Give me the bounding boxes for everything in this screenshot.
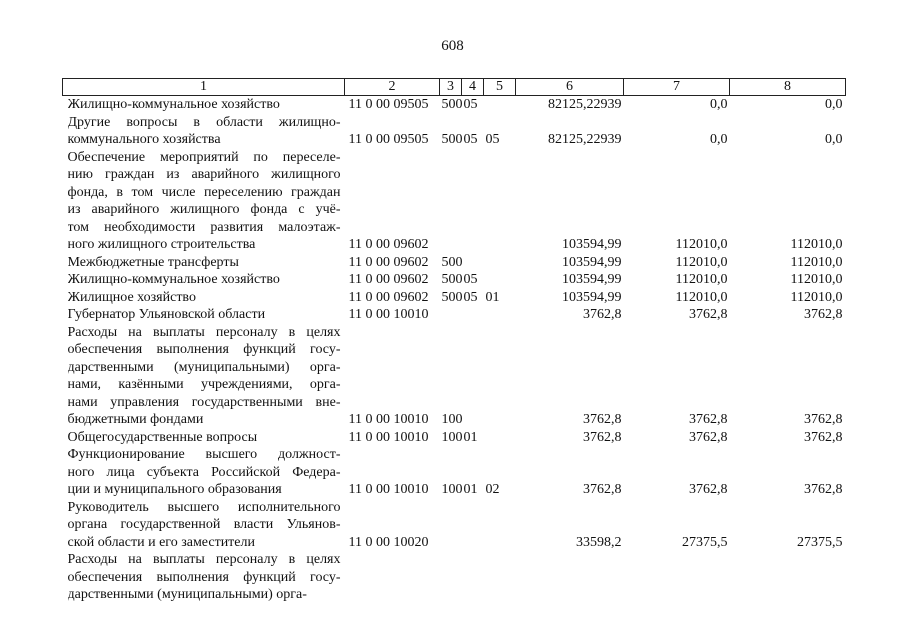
row-section xyxy=(462,499,484,552)
row-name xyxy=(63,324,345,429)
row-value-col7: 112010,0 xyxy=(675,272,728,287)
row-target-code: 11 0 00 10010 xyxy=(348,482,429,497)
row-target-code: 11 0 00 09505 xyxy=(348,97,429,112)
row-value-col7 xyxy=(624,551,730,604)
row-expense-type: 100 xyxy=(441,429,463,445)
row-name-line: Общегосударственные вопросы xyxy=(67,429,258,445)
row-name-line: нами управления государственными вне- xyxy=(67,394,341,410)
row-name-line: органа государственной власти Ульянов- xyxy=(67,517,341,532)
row-name xyxy=(63,289,345,307)
row-value-col8: 3762,8 xyxy=(804,429,843,445)
row-name xyxy=(63,96,345,114)
row-value-col8: 0,0 xyxy=(825,132,843,147)
row-value-col6: 103594,99 xyxy=(562,254,622,270)
row-subsection xyxy=(484,306,516,324)
header-col-3: 3 xyxy=(440,79,462,96)
header-col-8: 8 xyxy=(730,79,846,96)
row-name-line: дарственными (муниципальными) орга- xyxy=(67,587,307,602)
row-section xyxy=(462,306,484,324)
header-col-7: 7 xyxy=(624,79,730,96)
row-value-col7: 112010,0 xyxy=(675,237,728,252)
row-name xyxy=(63,446,345,499)
table-row xyxy=(63,114,846,149)
row-section: 01 xyxy=(463,482,478,497)
header-col-1: 1 xyxy=(63,79,345,96)
row-value-col8: 0,0 xyxy=(825,97,843,112)
table-row xyxy=(63,306,846,324)
row-section xyxy=(462,551,484,604)
table-row xyxy=(63,271,846,289)
table-row xyxy=(63,499,846,552)
row-value-col6 xyxy=(516,551,624,604)
budget-table xyxy=(62,78,846,604)
row-subsection: 02 xyxy=(485,482,500,497)
row-name-line: ской области и его заместители xyxy=(67,534,255,550)
row-value-col8: 3762,8 xyxy=(804,307,843,322)
row-name-line: Руководитель высшего исполнительного xyxy=(67,499,341,515)
row-value-col6: 103594,99 xyxy=(562,289,622,305)
row-target-code: 11 0 00 09602 xyxy=(348,254,429,270)
row-subsection xyxy=(484,254,516,272)
table-body xyxy=(63,96,846,604)
table-row xyxy=(63,324,846,429)
row-value-col7: 112010,0 xyxy=(675,289,728,305)
row-name xyxy=(63,429,345,447)
row-expense-type: 500 xyxy=(441,289,463,305)
table-row xyxy=(63,96,846,114)
row-expense-type: 100 xyxy=(441,482,463,497)
row-expense-type: 500 xyxy=(441,97,463,112)
row-subsection xyxy=(484,429,516,447)
row-value-col6: 82125,22939 xyxy=(548,97,622,112)
row-target-code: 11 0 00 09602 xyxy=(348,237,429,252)
row-subsection: 05 xyxy=(485,132,500,147)
row-name-line: обеспечения выполнения функций госу- xyxy=(67,342,341,357)
table-row xyxy=(63,149,846,254)
row-name-line: Жилищно-коммунальное хозяйство xyxy=(67,272,280,287)
row-name xyxy=(63,114,345,149)
row-name-line: ного лица субъекта Российской Федера- xyxy=(67,464,341,480)
table-row xyxy=(63,289,846,307)
table-row xyxy=(63,254,846,272)
row-name-line: ции и муниципального образования xyxy=(67,482,282,497)
row-name xyxy=(63,149,345,254)
row-name xyxy=(63,271,345,289)
table-row xyxy=(63,551,846,604)
row-value-col8 xyxy=(730,551,846,604)
row-name-line: Губернатор Ульяновской области xyxy=(67,307,266,322)
row-name-line: Межбюджетные трансферты xyxy=(67,254,239,270)
row-expense-type: 500 xyxy=(441,132,463,147)
row-value-col6: 33598,2 xyxy=(576,534,622,550)
row-section: 05 xyxy=(463,132,478,147)
row-expense-type xyxy=(440,306,462,324)
row-name-line: Жилищно-коммунальное хозяйство xyxy=(67,97,280,112)
row-subsection xyxy=(484,271,516,289)
row-target-code: 11 0 00 09602 xyxy=(348,272,429,287)
header-row xyxy=(63,79,846,96)
row-name-line: нами, казёнными учреждениями, орга- xyxy=(67,377,341,392)
row-name-line: фонда, в том числе переселению граждан xyxy=(67,184,341,200)
row-name-line: том необходимости развития малоэтаж- xyxy=(67,219,341,235)
row-value-col8: 27375,5 xyxy=(797,534,843,550)
row-name-line: дарственными (муниципальными) орга- xyxy=(67,359,341,375)
row-value-col7: 112010,0 xyxy=(675,254,728,270)
row-value-col8: 3762,8 xyxy=(804,482,843,497)
table-row xyxy=(63,446,846,499)
row-expense-type: 500 xyxy=(441,254,463,270)
row-target-code: 11 0 00 10010 xyxy=(348,429,429,445)
row-subsection xyxy=(484,149,516,254)
row-value-col8: 112010,0 xyxy=(790,272,843,287)
row-section: 05 xyxy=(463,97,478,112)
row-value-col8: 3762,8 xyxy=(804,412,843,427)
row-target-code xyxy=(345,551,440,604)
row-target-code: 11 0 00 10010 xyxy=(348,412,429,427)
row-value-col8: 112010,0 xyxy=(790,237,843,252)
row-name-line: нию граждан из аварийного жилищного xyxy=(67,167,341,182)
row-name xyxy=(63,254,345,272)
row-target-code: 11 0 00 10010 xyxy=(348,307,429,322)
row-name-line: ного жилищного строительства xyxy=(67,237,256,252)
row-name-line: из аварийного жилищного фонда с учё- xyxy=(67,202,341,217)
row-value-col7: 3762,8 xyxy=(689,412,728,427)
row-target-code: 11 0 00 09602 xyxy=(348,289,429,305)
row-value-col6: 3762,8 xyxy=(583,429,622,445)
row-subsection xyxy=(484,324,516,429)
row-expense-type: 500 xyxy=(441,272,463,287)
row-subsection xyxy=(484,499,516,552)
row-value-col7: 3762,8 xyxy=(689,482,728,497)
row-name-line: Жилищное хозяйство xyxy=(67,289,196,305)
header-col-6: 6 xyxy=(516,79,624,96)
row-name xyxy=(63,306,345,324)
row-section xyxy=(462,254,484,272)
row-name-line: Другие вопросы в области жилищно- xyxy=(67,114,341,130)
row-section: 05 xyxy=(463,272,478,287)
row-section xyxy=(462,149,484,254)
row-target-code: 11 0 00 10020 xyxy=(348,534,429,550)
row-name-line: Функционирование высшего должност- xyxy=(67,447,341,462)
row-expense-type xyxy=(440,551,462,604)
header-col-4: 4 xyxy=(462,79,484,96)
row-expense-type: 100 xyxy=(441,412,463,427)
row-section: 01 xyxy=(463,429,478,445)
row-value-col8: 112010,0 xyxy=(790,254,843,270)
row-value-col6: 103594,99 xyxy=(562,237,622,252)
page-number: 608 xyxy=(441,38,464,54)
row-expense-type xyxy=(440,149,462,254)
row-value-col6: 103594,99 xyxy=(562,272,622,287)
row-subsection xyxy=(484,96,516,114)
row-value-col6: 3762,8 xyxy=(583,482,622,497)
row-value-col7: 27375,5 xyxy=(682,534,728,550)
row-name xyxy=(63,499,345,552)
row-name-line: бюджетными фондами xyxy=(67,412,204,427)
row-value-col6: 3762,8 xyxy=(583,307,622,322)
row-name-line: Расходы на выплаты персоналу в целях xyxy=(67,552,341,567)
row-value-col7: 3762,8 xyxy=(689,307,728,322)
row-value-col7: 3762,8 xyxy=(689,429,728,445)
row-name-line: Расходы на выплаты персоналу в целях xyxy=(67,324,341,340)
row-name-line: коммунального хозяйства xyxy=(67,132,221,147)
row-name-line: Обеспечение мероприятий по переселе- xyxy=(67,149,341,165)
row-value-col7: 0,0 xyxy=(710,97,728,112)
row-name xyxy=(63,551,345,604)
row-subsection: 01 xyxy=(485,289,500,305)
header-col-5: 5 xyxy=(484,79,516,96)
row-section xyxy=(462,324,484,429)
header-col-2: 2 xyxy=(345,79,440,96)
table-header xyxy=(63,79,846,96)
row-value-col7: 0,0 xyxy=(710,132,728,147)
row-section: 05 xyxy=(463,289,478,305)
row-value-col6: 82125,22939 xyxy=(548,132,622,147)
row-subsection xyxy=(484,551,516,604)
row-target-code: 11 0 00 09505 xyxy=(348,132,429,147)
row-name-line: обеспечения выполнения функций госу- xyxy=(67,569,341,585)
row-value-col8: 112010,0 xyxy=(790,289,843,305)
row-expense-type xyxy=(440,499,462,552)
table-row xyxy=(63,429,846,447)
row-value-col6: 3762,8 xyxy=(583,412,622,427)
